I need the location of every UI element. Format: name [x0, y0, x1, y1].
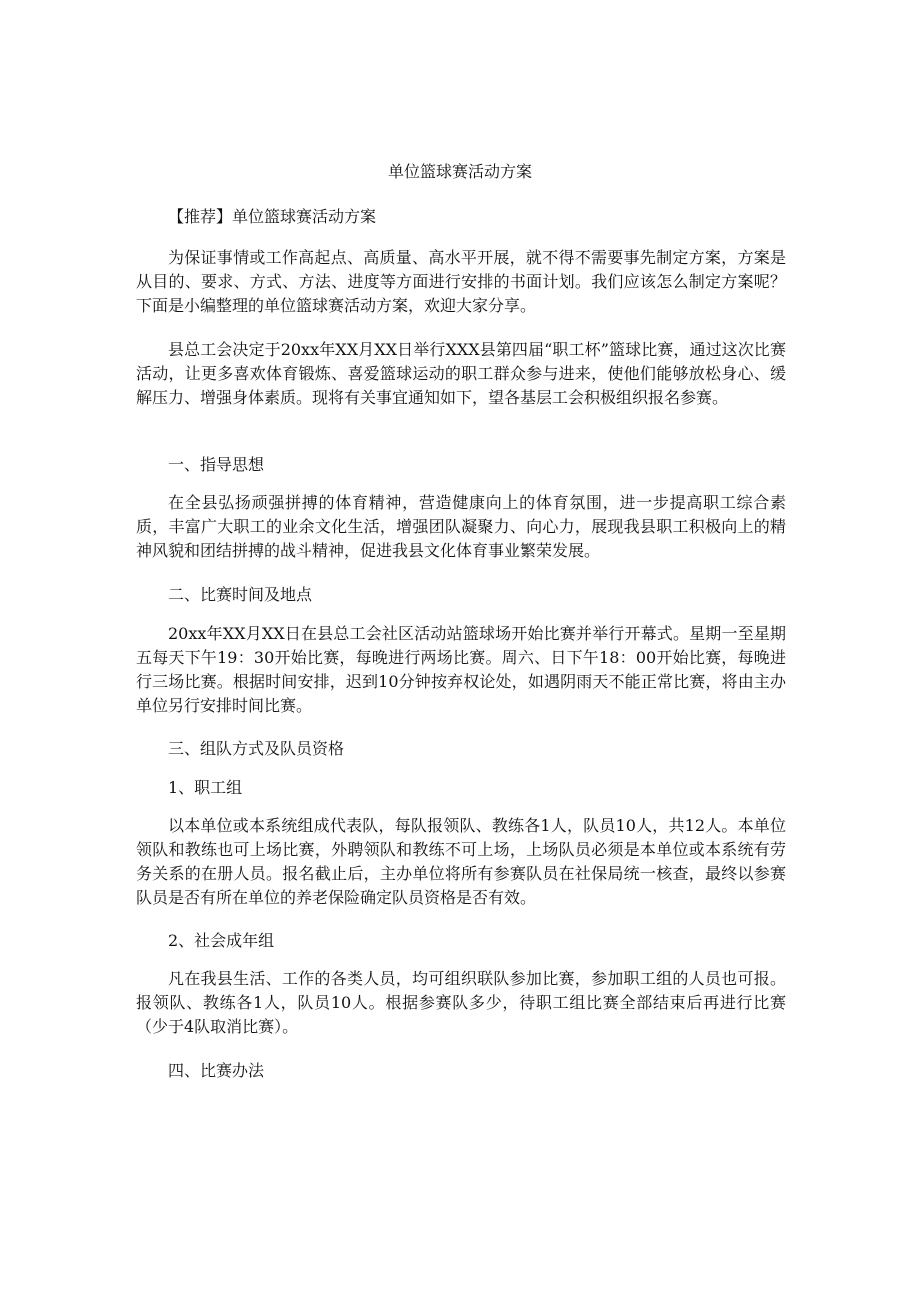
document-title: 单位篮球赛活动方案 [387, 162, 532, 181]
paragraph-guiding-ideology: 在全县弘扬顽强拼搏的体育精神，营造健康向上的体育氛围，进一步提高职工综合素质，丰富广大职工的业余文化生活，增强团队凝聚力、向心力，展现我县职工积极向上的精神风貌和团结拼搏的战斗精神，促进我县文化体育事业繁荣发展。 [136, 493, 786, 560]
subsection-heading-staff-group: 1、职工组 [168, 778, 243, 797]
paragraph-time-location: 20xx年XX月XX日在县总工会社区活动站篮球场开始比赛并举行开幕式。星期一至星期五每天下午19：30开始比赛，每晚进行两场比赛。周六、日下午18：00开始比赛，每晚进行三场比赛。根据时间安排，迟到10分钟按弃权论处，如遇阴雨天不能正常比赛，将由主办单位另行安排时间比赛。 [136, 624, 786, 715]
paragraph-intro: 为保证事情或工作高起点、高质量、高水平开展，就不得不需要事先制定方案，方案是从目的、要求、方式、方法、进度等方面进行安排的书面计划。我们应该怎么制定方案呢？下面是小编整理的单位篮球赛活动方案，欢迎大家分享。 [136, 248, 786, 315]
section-heading-team-formation: 三、组队方式及队员资格 [168, 739, 345, 758]
document-subtitle: 【推荐】单位篮球赛活动方案 [168, 207, 377, 226]
paragraph-adult-group: 凡在我县生活、工作的各类人员，均可组织联队参加比赛，参加职工组的人员也可报。报领队、教练各1人，队员10人。根据参赛队多少，待职工组比赛全部结束后再进行比赛（少于4队取消比赛）。 [136, 969, 786, 1036]
section-heading-time-location: 二、比赛时间及地点 [168, 585, 313, 604]
paragraph-staff-group: 以本单位或本系统组成代表队，每队报领队、教练各1人，队员10人，共12人。本单位领队和教练也可上场比赛，外聘领队和教练不可上场，上场队员必须是本单位或本系统有劳务关系的在册人员。报名截止后，主办单位将所有参赛队员在社保局统一核查，最终以参赛队员是否有所在单位的养老保险确定队员资格是否有效。 [136, 816, 786, 907]
subsection-heading-adult-group: 2、社会成年组 [168, 931, 275, 950]
paragraph-notice: 县总工会决定于20xx年XX月XX日举行XXX县第四届“职工杯”篮球比赛，通过这次比赛活动，让更多喜欢体育锻炼、喜爱篮球运动的职工群众参与进来，使他们能够放松身心、缓解压力、增强身体素质。现将有关事宜通知如下，望各基层工会积极组织报名参赛。 [136, 340, 786, 407]
section-heading-competition-method: 四、比赛办法 [168, 1061, 265, 1080]
section-heading-guiding-ideology: 一、指导思想 [168, 455, 265, 474]
